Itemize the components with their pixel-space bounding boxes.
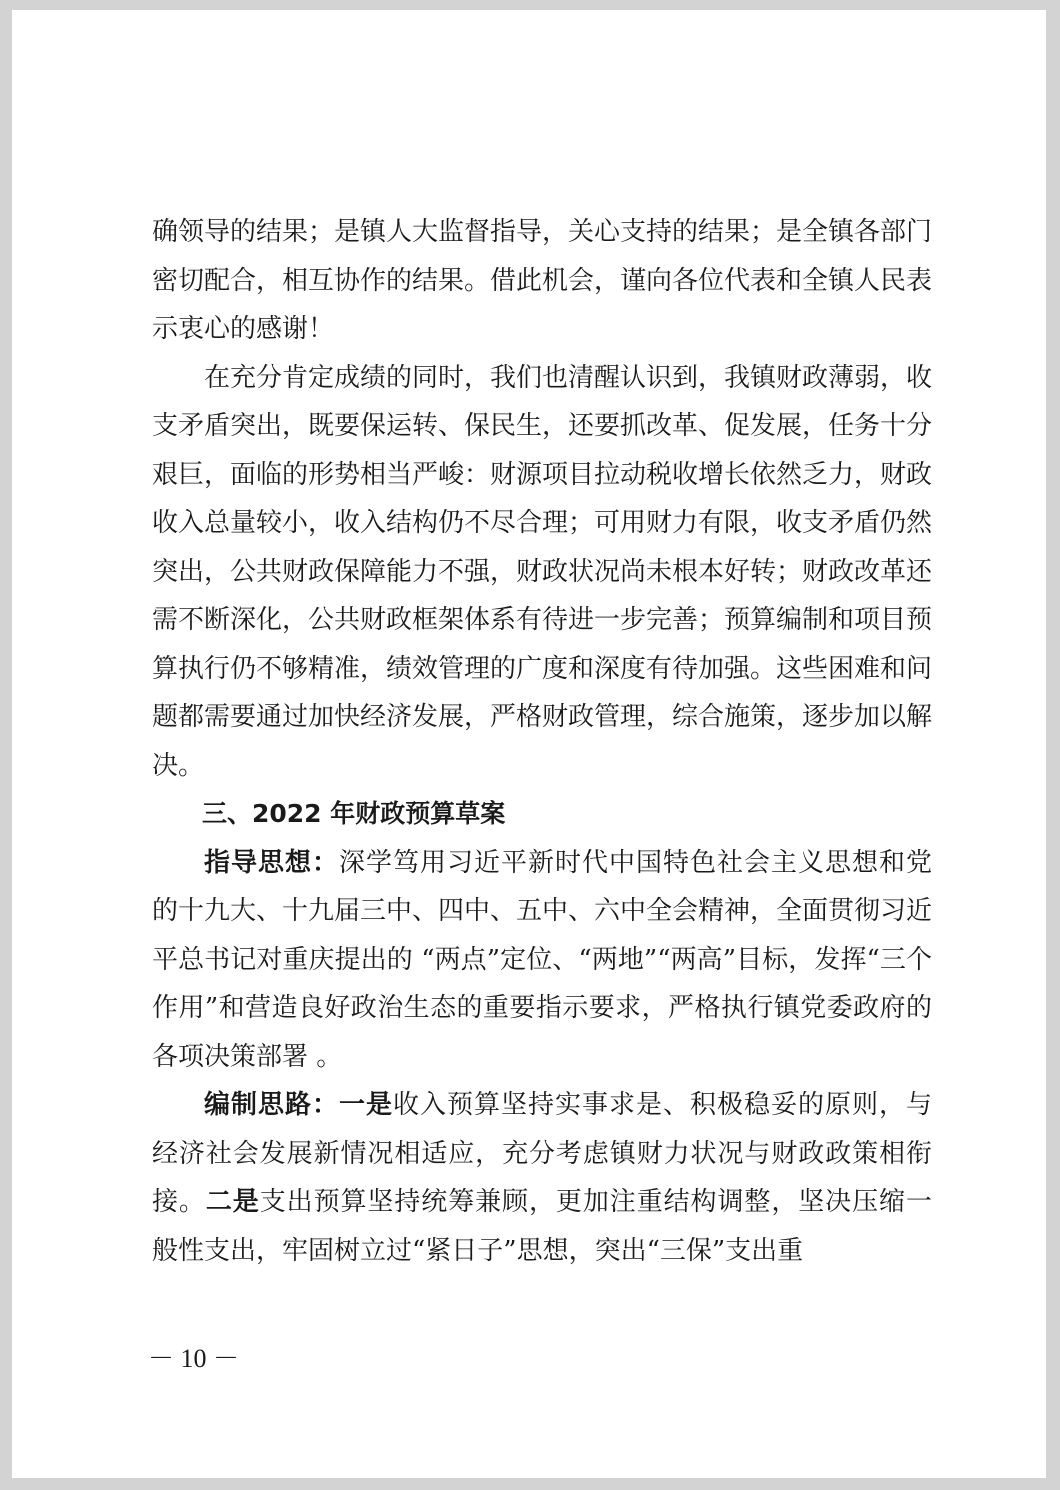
paragraph-compile-approach bbox=[152, 1081, 932, 1275]
compile-item2-text: 支出预算坚持统筹兼顾，更加注重结构调整，坚决压缩一般性支出，牢固树立过“紧日子”思想，突出“三保”支出重 bbox=[152, 1187, 932, 1266]
paragraph-thanks: 确领导的结果；是镇人大监督指导，关心支持的结果；是全镇各部门密切配合，相互协作的结果。借此机会，谨向各位代表和全镇人民表示衷心的感谢！ bbox=[152, 217, 933, 344]
guiding-thought-text: 深学笃用习近平新时代中国特色社会主义思想和党的十九大、十九届三中、四中、五中、六中全会精神，全面贯彻习近平总书记对重庆提出的 “两点”定位、“两地”“两高”目标，发挥“三个作用”和营造良好政治生态的重要指示要求，严格执行镇党委政府的各项决策部署 。 bbox=[152, 847, 933, 1072]
paragraph-guiding-thought bbox=[152, 839, 932, 1082]
guiding-thought-label: 指导思想： bbox=[204, 847, 339, 878]
document-body bbox=[152, 208, 932, 1275]
compile-approach-label: 编制思路： bbox=[204, 1090, 339, 1120]
document-page bbox=[12, 10, 1046, 1478]
paragraph-challenges: 在充分肯定成绩的同时，我们也清醒认识到，我镇财政薄弱，收支矛盾突出，既要保运转、保民生，还要抓改革、促发展，任务十分艰巨，面临的形势相当严峻：财源项目拉动税收增长依然乏力，财政收入总量较小，收入结构仍不尽合理；可用财力有限，收支矛盾仍然突出，公共财政保障能力不强，财政状况尚未根本好转；财政改革还需不断深化，公共财政框架体系有待进一步完善；预算编制和项目预算执行仍不够精准，绩效管理的广度和深度有待加强。这些困难和问题都需要通过加快经济发展，严格财政管理，综合施策，逐步加以解决。 bbox=[152, 362, 933, 781]
section-heading: 三、2022 年财政预算草案 bbox=[202, 799, 506, 828]
compile-item1-label: 一是 bbox=[339, 1090, 393, 1120]
compile-item2-label: 二是 bbox=[205, 1187, 260, 1217]
compile-item1-text: 收入预算坚持实事求是、积极稳妥的原则，与经济社会发展新情况相适应，充分考虑镇财力状况与财政政策相衔接。 bbox=[152, 1090, 932, 1217]
page-number: － 10 － bbox=[148, 1344, 240, 1373]
